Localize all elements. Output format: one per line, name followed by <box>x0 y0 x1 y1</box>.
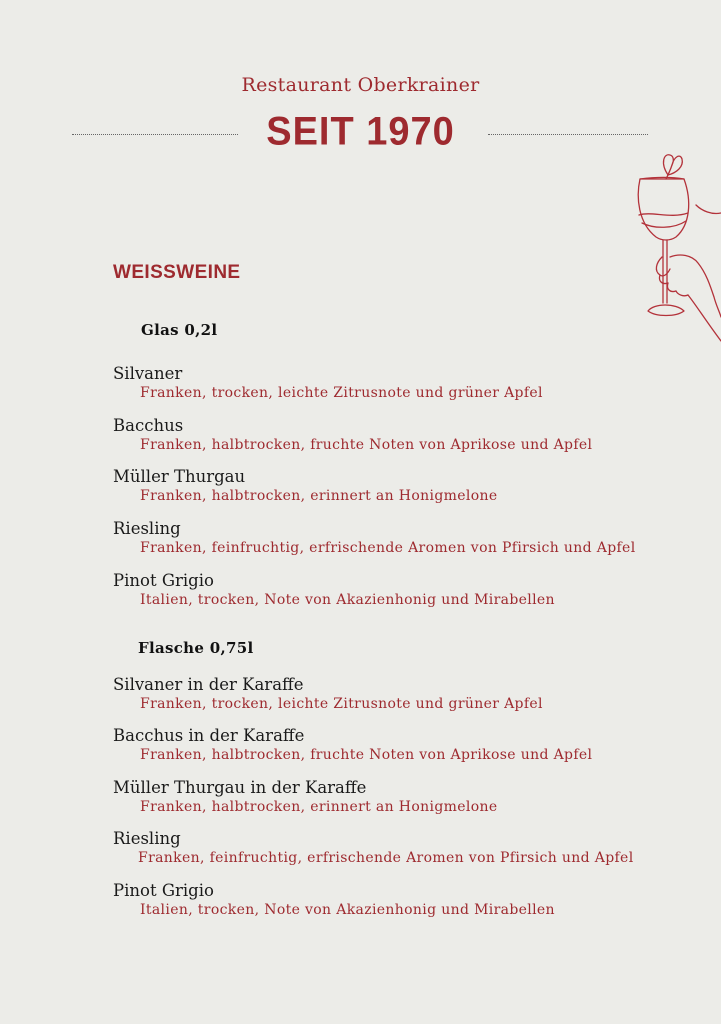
list-item <box>113 571 555 609</box>
restaurant-name: Restaurant Oberkrainer <box>241 74 480 96</box>
wine-name: Bacchus <box>113 416 184 435</box>
wine-description: Italien, trocken, Note von Akazienhonig und Mirabellen <box>140 592 555 608</box>
list-item <box>113 364 543 402</box>
wine-name: Bacchus in der Karaffe <box>113 726 305 745</box>
wine-name: Müller Thurgau in der Karaffe <box>113 778 367 797</box>
wine-description: Italien, trocken, Note von Akazienhonig und Mirabellen <box>140 902 555 918</box>
wine-description: Franken, halbtrocken, fruchte Noten von Aprikose und Apfel <box>140 747 593 763</box>
list-item <box>113 416 592 454</box>
list-item <box>113 881 555 919</box>
list-item <box>113 675 543 713</box>
list-item <box>113 778 498 816</box>
wine-name: Silvaner <box>113 364 183 383</box>
list-item <box>113 467 498 505</box>
list-item <box>113 519 636 557</box>
wine-description: Franken, halbtrocken, fruchte Noten von Aprikose und Apfel <box>140 437 593 453</box>
wine-name: Riesling <box>113 519 181 538</box>
group-title-glass: Glas 0,2l <box>141 321 218 339</box>
wine-name: Riesling <box>113 829 181 848</box>
wine-description: Franken, halbtrocken, erinnert an Honigmelone <box>140 799 498 815</box>
wine-name: Pinot Grigio <box>113 571 214 590</box>
divider-right <box>488 134 648 135</box>
wine-name: Silvaner in der Karaffe <box>113 675 304 694</box>
wine-name: Müller Thurgau <box>113 467 246 486</box>
group-title-bottle: Flasche 0,75l <box>138 639 254 657</box>
wine-description: Franken, halbtrocken, erinnert an Honigmelone <box>140 488 498 504</box>
wine-description: Franken, feinfruchtig, erfrischende Aromen von Pfirsich und Apfel <box>138 850 634 866</box>
since-title: SEIT 1970 <box>266 109 455 155</box>
wine-name: Pinot Grigio <box>113 881 214 900</box>
wine-description: Franken, trocken, leichte Zitrusnote und grüner Apfel <box>140 696 543 712</box>
wine-description: Franken, feinfruchtig, erfrischende Aromen von Pfirsich und Apfel <box>140 540 636 556</box>
section-title: WEISSWEINE <box>113 262 241 283</box>
list-item <box>113 829 634 867</box>
list-item <box>113 726 592 764</box>
hand-holding-wine-glass-icon <box>630 145 721 350</box>
wine-description: Franken, trocken, leichte Zitrusnote und grüner Apfel <box>140 385 543 401</box>
